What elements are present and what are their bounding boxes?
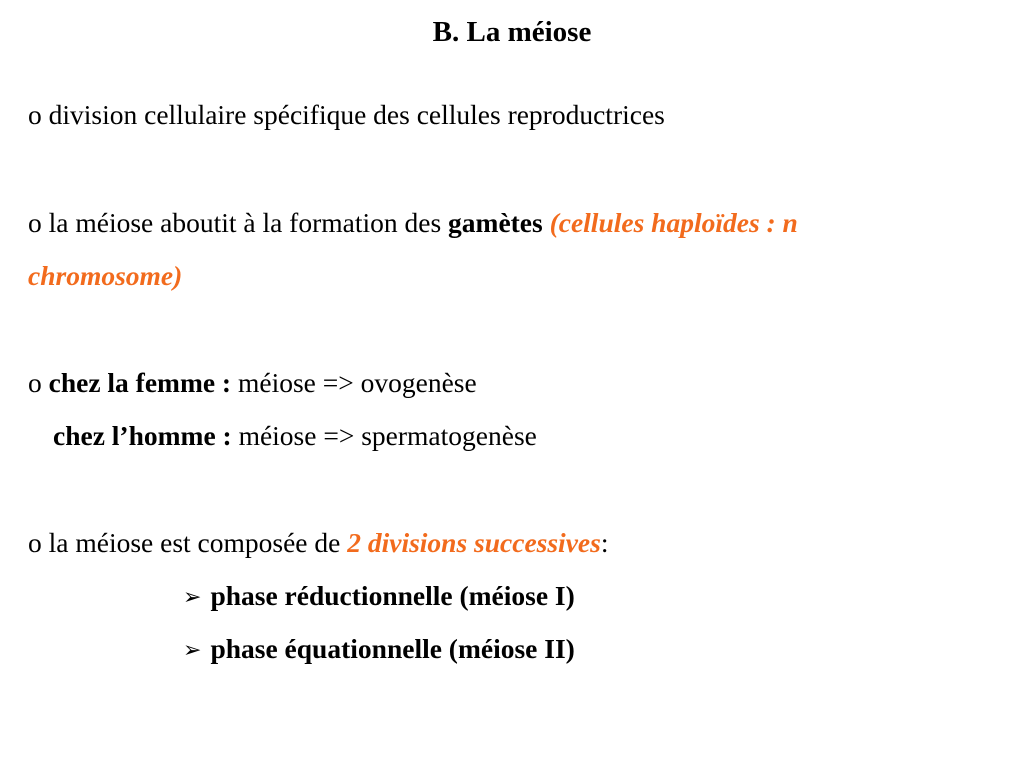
point-1-text: division cellulaire spécifique des cellules reproductrices	[48, 99, 665, 130]
homme-label: chez l’homme :	[53, 420, 232, 451]
sub-item-phase-equationnelle	[183, 631, 575, 670]
point-2-text: la méiose aboutit à la formation des	[48, 207, 449, 238]
femme-label: chez la femme :	[48, 367, 232, 398]
bullet-point-3	[28, 365, 477, 401]
sub-item-text: phase réductionnelle (méiose I)	[210, 580, 575, 611]
bullet-point-2-continuation	[28, 258, 182, 294]
bullet-marker: o	[28, 99, 42, 130]
bullet-point-1	[28, 97, 665, 133]
sub-item-phase-reductionnelle	[183, 578, 575, 617]
bullet-marker: o	[28, 367, 42, 398]
bullet-point-2	[28, 205, 798, 241]
sub-item-text: phase équationnelle (méiose II)	[210, 633, 575, 664]
haploid-note-line1: (cellules haploïdes : n	[549, 207, 798, 238]
point-4-text: la méiose est composée de	[48, 527, 348, 558]
arrowhead-bullet-icon: ➢	[183, 585, 202, 610]
homme-text: méiose => spermatogenèse	[231, 420, 537, 451]
slide-title: B. La méiose	[432, 16, 592, 48]
bullet-marker: o	[28, 527, 42, 558]
gametes-term: gamètes	[448, 207, 543, 238]
arrowhead-bullet-icon: ➢	[183, 638, 202, 663]
bullet-marker: o	[28, 207, 42, 238]
point-4-colon: :	[600, 527, 609, 558]
divisions-highlight: 2 divisions successives	[347, 527, 601, 558]
bullet-point-4	[28, 525, 608, 561]
haploid-note-line2: chromosome)	[28, 260, 183, 291]
femme-text: méiose => ovogenèse	[231, 367, 477, 398]
bullet-point-3-homme	[53, 418, 537, 454]
